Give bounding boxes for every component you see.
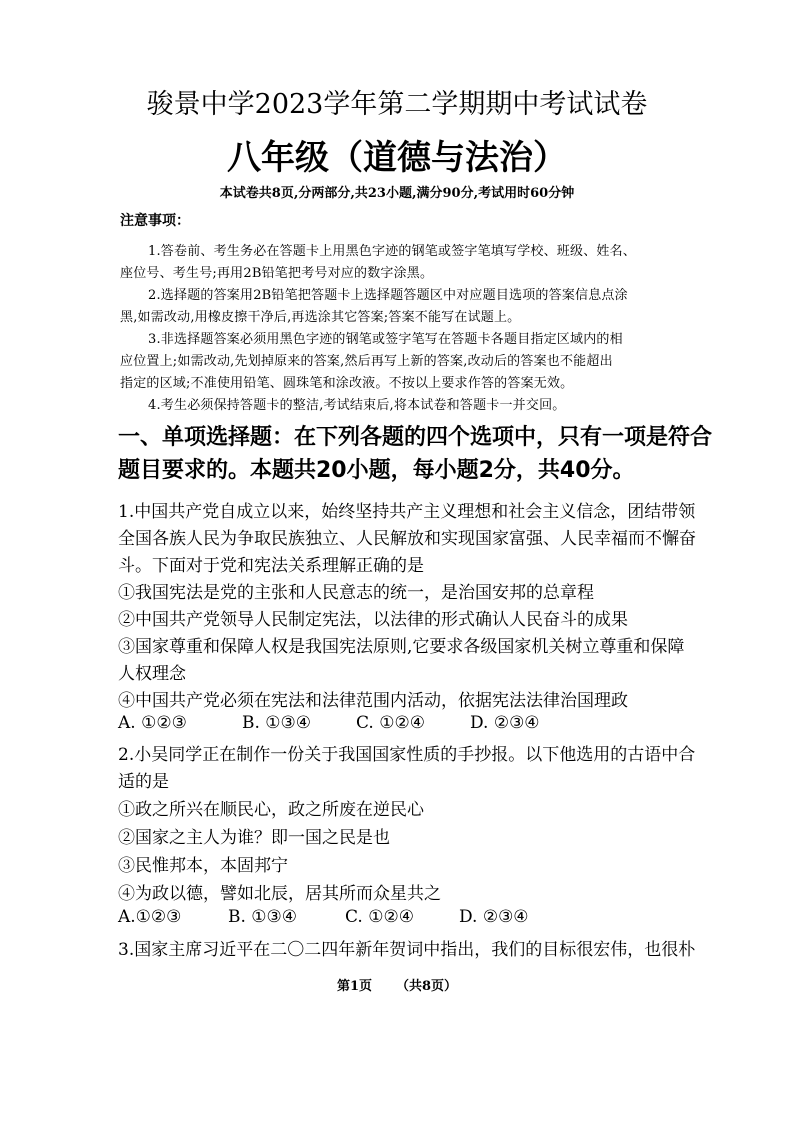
question-1-options	[118, 713, 540, 733]
question-2-stem: 适的是	[118, 772, 169, 792]
option-a: A. ①②③	[118, 713, 187, 733]
question-2-stem: 2.小吴同学正在制作一份关于我国国家性质的手抄报。以下他选用的古语中合	[118, 745, 696, 765]
notice-line: 指定的区域;不准使用铅笔、圆珠笔和涂改液。不按以上要求作答的答案无效。	[120, 376, 574, 391]
notice-heading: 注意事项：	[120, 213, 190, 229]
section-heading: 题目要求的。本题共20小题，每小题2分，共40分。	[118, 458, 635, 483]
notice-line: 应位置上;如需改动,先划掉原来的答案,然后再写上新的答案,改动后的答案也不能超出	[120, 354, 613, 369]
option-d: D. ②③④	[470, 713, 540, 733]
question-1-item: ③国家尊重和保障人权是我国宪法原则,它要求各级国家机关树立尊重和保障	[118, 637, 685, 657]
option-b: B. ①③④	[228, 907, 298, 927]
notice-line: 1.答卷前、考生务必在答题卡上用黑色字迹的钢笔或签字笔填写学校、班级、姓名、	[148, 244, 637, 259]
question-1-stem: 1.中国共产党自成立以来，始终坚持共产主义理想和社会主义信念，团结带领	[118, 502, 696, 522]
question-1-item: ①我国宪法是党的主张和人民意志的统一，是治国安邦的总章程	[118, 583, 594, 603]
question-2-options	[118, 907, 529, 927]
page-footer	[0, 975, 794, 994]
option-d: D. ②③④	[459, 907, 529, 927]
page-total: （共8页）	[396, 979, 458, 994]
exam-info: 本试卷共8页,分两部分,共23小题,满分90分,考试用时60分钟	[219, 186, 575, 201]
option-c: C. ①②④	[356, 713, 425, 733]
option-c: C. ①②④	[345, 907, 414, 927]
question-2-item: ①政之所兴在顺民心，政之所废在逆民心	[118, 800, 424, 820]
notice-line: 座位号、考生号;再用2B铅笔把考号对应的数字涂黑。	[120, 266, 434, 281]
question-2-item: ④为政以德，譬如北辰，居其所而众星共之	[118, 884, 441, 904]
notice-line: 4.考生必须保持答题卡的整洁,考试结束后,将本试卷和答题卡一并交回。	[148, 398, 566, 413]
section-heading: 一、单项选择题：在下列各题的四个选项中，只有一项是符合	[118, 425, 713, 450]
question-1-stem: 斗。下面对于党和宪法关系理解正确的是	[118, 556, 424, 576]
notice-line: 2.选择题的答案用2B铅笔把答题卡上选择题答题区中对应题目选项的答案信息点涂	[148, 288, 628, 303]
question-1-item: ②中国共产党领导人民制定宪法，以法律的形式确认人民奋斗的成果	[118, 610, 628, 630]
page-number: 第1页	[336, 979, 372, 994]
question-1-stem: 全国各族人民为争取民族独立、人民解放和实现国家富强、人民幸福而不懈奋	[118, 529, 696, 549]
question-2-item: ②国家之主人为谁？即一国之民是也	[118, 828, 390, 848]
notice-line: 3.非选择题答案必须用黑色字迹的钢笔或签字笔写在答题卡各题目指定区域内的相	[148, 332, 623, 347]
question-1-item: ④中国共产党必须在宪法和法律范围内活动，依据宪法法律治国理政	[118, 691, 628, 711]
option-a: A.①②③	[118, 907, 182, 927]
question-3-stem: 3.国家主席习近平在二〇二四年新年贺词中指出，我们的目标很宏伟，也很朴	[118, 940, 696, 960]
subject-title: 八年级（道德与法治）	[227, 138, 567, 178]
option-b: B. ①③④	[242, 713, 312, 733]
question-2-item: ③民惟邦本，本固邦宁	[118, 856, 288, 876]
exam-title: 骏景中学2023学年第二学期期中考试试卷	[146, 89, 648, 120]
notice-line: 黑,如需改动,用橡皮擦干净后,再选涂其它答案;答案不能写在试题上。	[120, 310, 521, 325]
question-1-item: 人权理念	[118, 664, 186, 684]
